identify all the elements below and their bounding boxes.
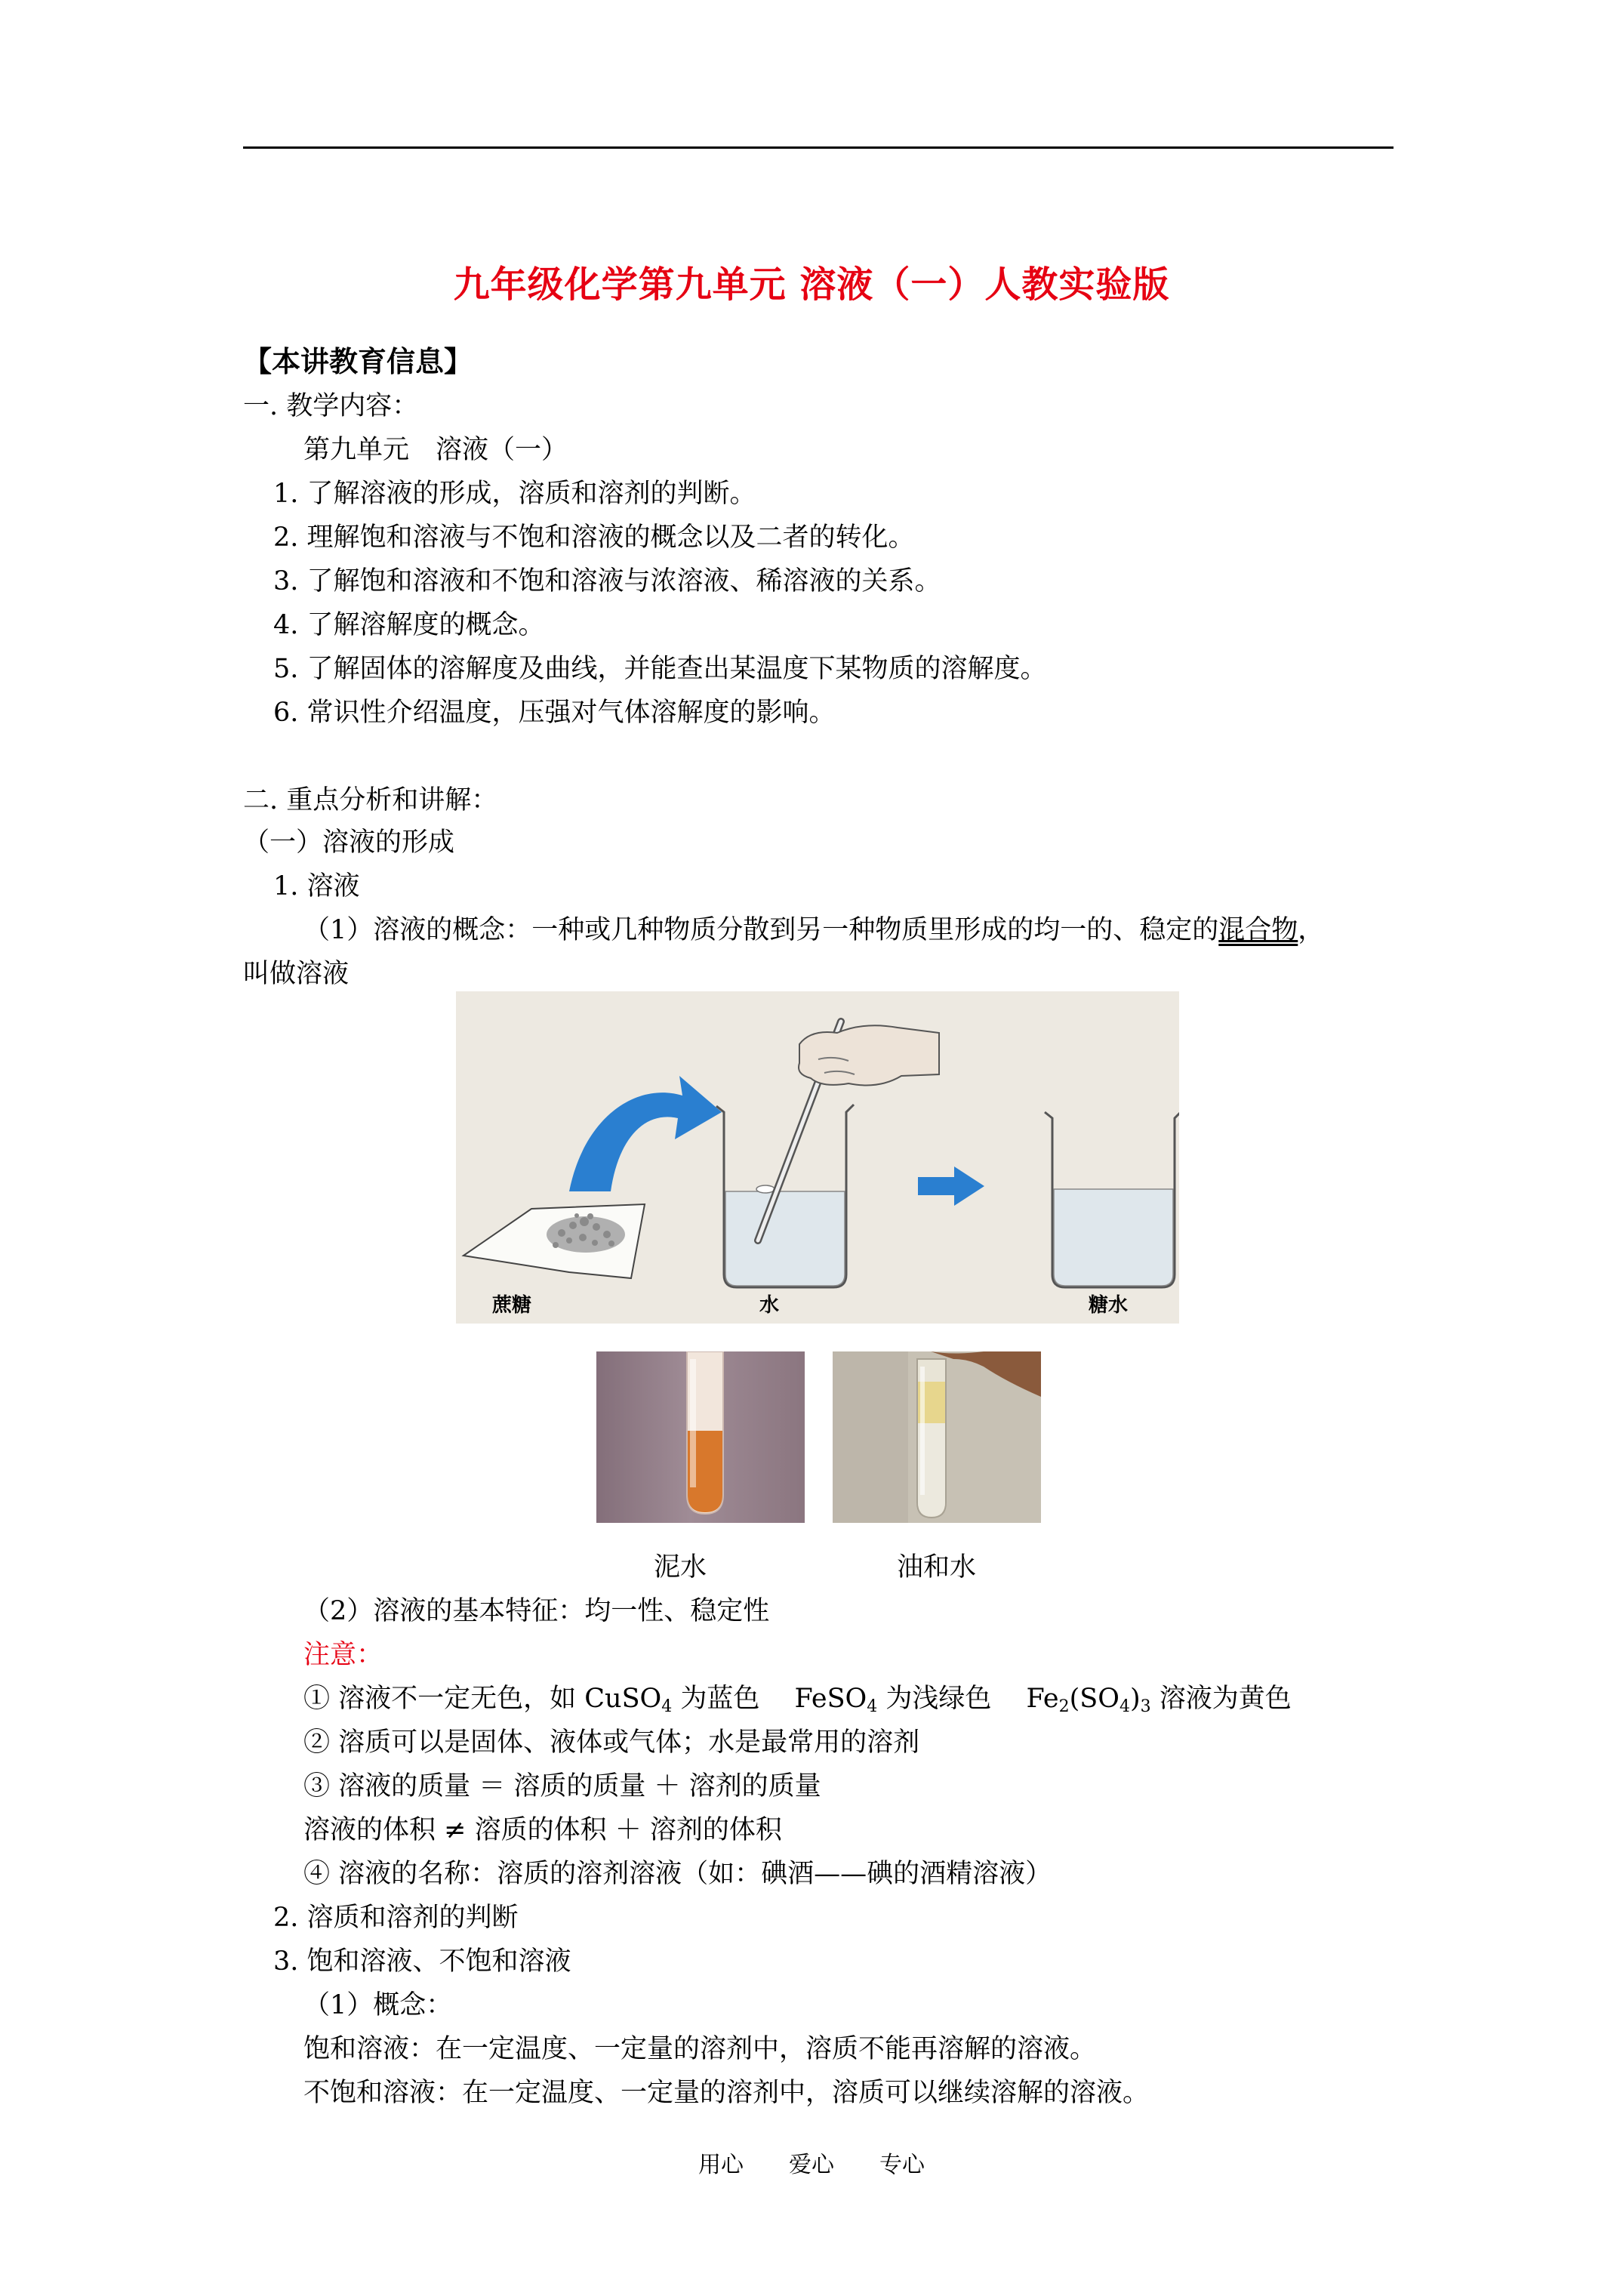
list-item: 4. 了解溶解度的概念。 — [273, 610, 545, 640]
page-title: 九年级化学第九单元 溶液（一）人教实验版 — [453, 264, 1170, 306]
unsaturated-definition: 不饱和溶液：在一定温度、一定量的溶剂中，溶质可以继续溶解的溶液。 — [303, 2078, 1150, 2108]
dissolving-illustration — [456, 991, 1179, 1324]
note-item-4: ④ 溶液的名称：溶质的溶剂溶液（如：碘酒——碘的酒精溶液） — [303, 1859, 1052, 1889]
part2-heading: 二. 重点分析和讲解： — [243, 785, 498, 815]
note-text: (SO — [1069, 1684, 1119, 1714]
concept-text: （1）溶液的概念：一种或几种物质分散到另一种物质里形成的均一的、稳定的 — [303, 915, 1219, 945]
note-text: 溶液为黄色 — [1150, 1684, 1292, 1714]
item-heading: 1. 溶液 — [273, 871, 360, 901]
note-item-2: ② 溶质可以是固体、液体或气体；水是最常用的溶剂 — [303, 1727, 920, 1758]
note-text: ) — [1129, 1684, 1141, 1714]
list-item: 5. 了解固体的溶解度及曲线，并能查出某温度下某物质的溶解度。 — [273, 654, 1047, 684]
list-item: 3. 了解饱和溶液和不饱和溶液与浓溶液、稀溶液的关系。 — [273, 566, 941, 596]
label-sugar: 蔗糖 — [492, 1294, 532, 1317]
header-rule — [243, 146, 1394, 149]
part1-heading: 一. 教学内容： — [243, 391, 419, 421]
test-tube-mud-image — [596, 1351, 805, 1523]
label-sugar-water: 糖水 — [1089, 1294, 1129, 1317]
subscript: 4 — [661, 1697, 673, 1716]
item-heading: 3. 饱和溶液、不饱和溶液 — [273, 1946, 571, 1977]
saturated-definition: 饱和溶液：在一定温度、一定量的溶剂中，溶质不能再溶解的溶液。 — [303, 2034, 1097, 2064]
concept-continuation: 叫做溶液 — [243, 959, 350, 989]
subscript: 4 — [1119, 1697, 1130, 1716]
note-item-3: ③ 溶液的质量 ＝ 溶质的质量 ＋ 溶剂的质量 — [303, 1771, 821, 1801]
subscript: 4 — [867, 1697, 878, 1716]
test-tube-oil-image — [833, 1351, 1041, 1523]
mud-water-photo — [596, 1351, 805, 1523]
note-item-3b: 溶液的体积 ≠ 溶质的体积 ＋ 溶剂的体积 — [303, 1815, 782, 1845]
note-label: 注意： — [303, 1640, 383, 1670]
section-header: 【本讲教育信息】 — [243, 344, 473, 378]
note-text: 为蓝色 FeSO — [672, 1684, 867, 1714]
solution-features: （2）溶液的基本特征：均一性、稳定性 — [303, 1596, 770, 1626]
item-heading: 2. 溶质和溶剂的判断 — [273, 1903, 519, 1933]
subscript: 3 — [1140, 1697, 1151, 1716]
note-item-1 — [303, 1682, 1292, 1715]
concept-heading: （1）概念： — [303, 1990, 453, 2020]
note-text: ① 溶液不一定无色，如 CuSO — [303, 1684, 662, 1714]
solution-concept — [303, 914, 1324, 947]
subscript: 2 — [1058, 1697, 1070, 1716]
oil-water-photo — [833, 1351, 1041, 1523]
note-text: 为浅绿色 Fe — [877, 1684, 1059, 1714]
concept-comma: ， — [1298, 915, 1325, 945]
page-footer: 用心 爱心 专心 — [698, 2152, 925, 2178]
dissolving-figure — [456, 991, 1179, 1324]
list-item: 6. 常识性介绍温度，压强对气体溶解度的影响。 — [273, 698, 836, 728]
caption-oil-water: 油和水 — [897, 1552, 977, 1583]
label-water: 水 — [759, 1294, 780, 1317]
list-item: 1. 了解溶液的形成，溶质和溶剂的判断。 — [273, 479, 756, 509]
subsection-title: （一）溶液的形成 — [243, 827, 455, 858]
mixture-term: 混合物 — [1218, 915, 1298, 945]
caption-mud-water: 泥水 — [654, 1552, 707, 1583]
list-item: 2. 理解饱和溶液与不饱和溶液的概念以及二者的转化。 — [273, 522, 915, 553]
part1-unit: 第九单元 溶液（一） — [303, 435, 568, 465]
